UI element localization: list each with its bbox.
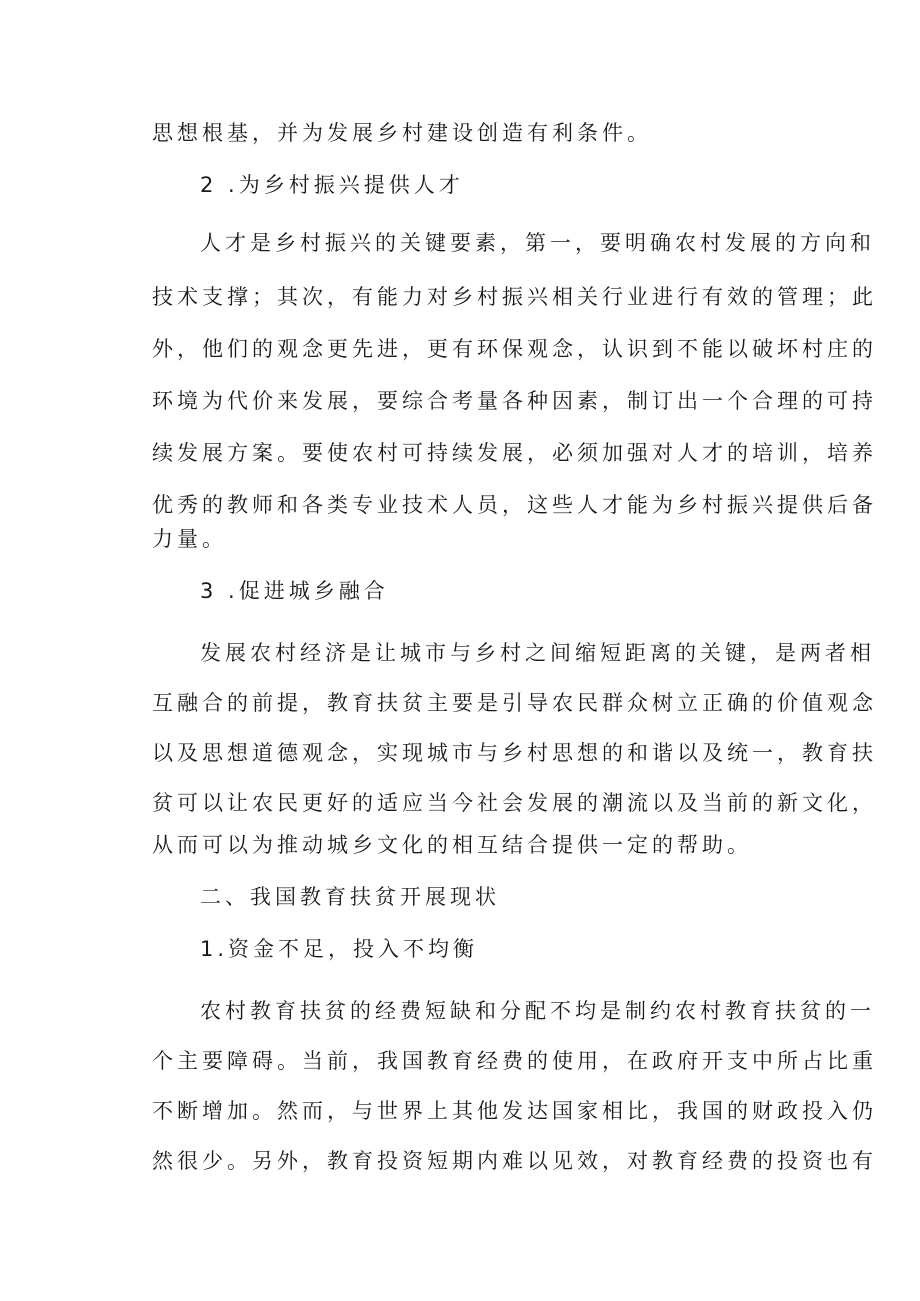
part-heading: 二、我国教育扶贫开展现状 xyxy=(200,885,500,909)
paragraph-line: 农村教育扶贫的经费短缺和分配不均是制约农村教育扶贫的一 xyxy=(200,999,875,1023)
paragraph-line: 环境为代价来发展，要综合考量各种因素，制订出一个合理的可持 xyxy=(152,389,877,413)
paragraph-line: 贫可以让农民更好的适应当今社会发展的潮流以及当前的新文化， xyxy=(152,791,877,815)
paragraph-line: 然很少。另外，教育投资短期内难以见效，对教育经费的投资也有 xyxy=(152,1149,877,1173)
paragraph-line: 人才是乡村振兴的关键要素，第一，要明确农村发展的方向和 xyxy=(200,231,875,255)
paragraph-line: 发展农村经济是让城市与乡村之间缩短距离的关键，是两者相 xyxy=(200,641,875,665)
paragraph-line: 外，他们的观念更先进，更有环保观念，认识到不能以破坏村庄的 xyxy=(152,337,877,361)
paragraph-line: 优秀的教师和各类专业技术人员，这些人才能为乡村振兴提供后备 xyxy=(152,493,877,517)
paragraph-line: 从而可以为推动城乡文化的相互结合提供一定的帮助。 xyxy=(152,833,752,857)
paragraph-line: 续发展方案。要使农村可持续发展，必须加强对人才的培训，培养 xyxy=(152,441,877,465)
section-heading: 3 .促进城乡融合 xyxy=(200,579,389,603)
paragraph-line: 力量。 xyxy=(152,527,227,551)
paragraph-line: 个主要障碍。当前，我国教育经费的使用，在政府开支中所占比重 xyxy=(152,1049,877,1073)
paragraph-line: 以及思想道德观念，实现城市与乡村思想的和谐以及统一，教育扶 xyxy=(152,741,877,765)
paragraph-line: 不断增加。然而，与世界上其他发达国家相比，我国的财政投入仍 xyxy=(152,1099,877,1123)
paragraph-line: 技术支撑；其次，有能力对乡村振兴相关行业进行有效的管理；此 xyxy=(152,285,877,309)
section-heading: 2 .为乡村振兴提供人才 xyxy=(200,173,464,197)
paragraph-line: 互融合的前提，教育扶贫主要是引导农民群众树立正确的价值观念 xyxy=(152,691,877,715)
subsection-heading: 1.资金不足，投入不均衡 xyxy=(200,937,479,961)
paragraph-line: 思想根基，并为发展乡村建设创造有利条件。 xyxy=(152,121,652,145)
